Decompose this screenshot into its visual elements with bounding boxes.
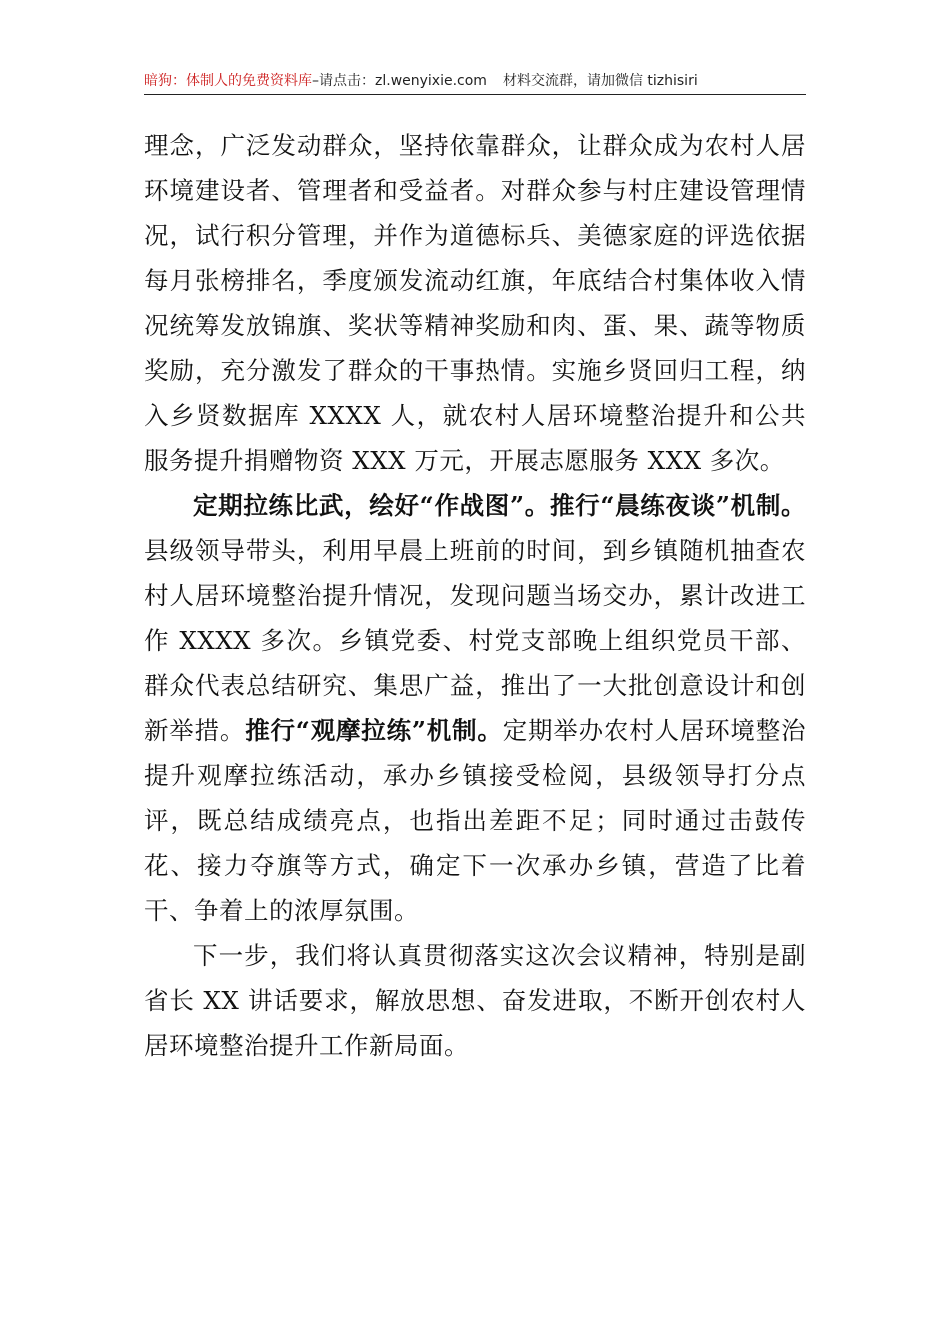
paragraph-drill-competition	[144, 483, 806, 933]
subsection-title-observation: 推行“观摩拉练”机制。	[245, 716, 503, 745]
header-contact: 材料交流群，请加微信 tizhisiri	[502, 73, 698, 89]
header-cta: –请点击：	[312, 73, 375, 89]
page-header	[144, 70, 806, 92]
subsection-text-observation: 定期举办农村人居环境整治提升观摩拉练活动，承办乡镇接受检阅，县级领导打分点评，既总结成绩亮点，也指出差距不足；同时通过击鼓传花、接力夺旗等方式，确定下一次承办乡镇，营造了比着干、争着上的浓厚氛围。	[144, 716, 807, 925]
subsection-text-morning-night: 县级领导带头，利用早晨上班前的时间，到乡镇随机抽查农村人居环境整治提升情况，发现问题当场交办，累计改进工作 XXXX 多次。乡镇党委、村党支部晚上组织党员干部、群众代表总结研究、集思广益，推出了一大批创意设计和创新举措。	[144, 536, 806, 745]
section-heading: 定期拉练比武，绘好“作战图”。	[193, 491, 550, 520]
subsection-title-morning-night: 推行“晨练夜谈”机制。	[549, 491, 807, 520]
paragraph-continuation: 理念，广泛发动群众，坚持依靠群众，让群众成为农村人居环境建设者、管理者和受益者。对群众参与村庄建设管理情况，试行积分管理，并作为道德标兵、美德家庭的评选依据每月张榜排名，季度颁发流动红旗，年底结合村集体收入情况统筹发放锦旗、奖状等精神奖励和肉、蛋、果、蔬等物质奖励，充分激发了群众的干事热情。实施乡贤回归工程，纳入乡贤数据库 XXXX 人，就农村人居环境整治提升和公共服务提升捐赠物资 XXX 万元，开展志愿服务 XXX 多次。	[144, 131, 806, 475]
header-url[interactable]: zl.wenyixie.com	[375, 73, 487, 89]
header-brand: 暗狗：体制人的免费资料库	[144, 73, 312, 89]
document-body	[144, 123, 806, 1068]
paragraph-next-steps: 下一步，我们将认真贯彻落实这次会议精神，特别是副省长 XX 讲话要求，解放思想、奋发进取，不断开创农村人居环境整治提升工作新局面。	[144, 941, 806, 1060]
header-divider	[144, 94, 806, 95]
